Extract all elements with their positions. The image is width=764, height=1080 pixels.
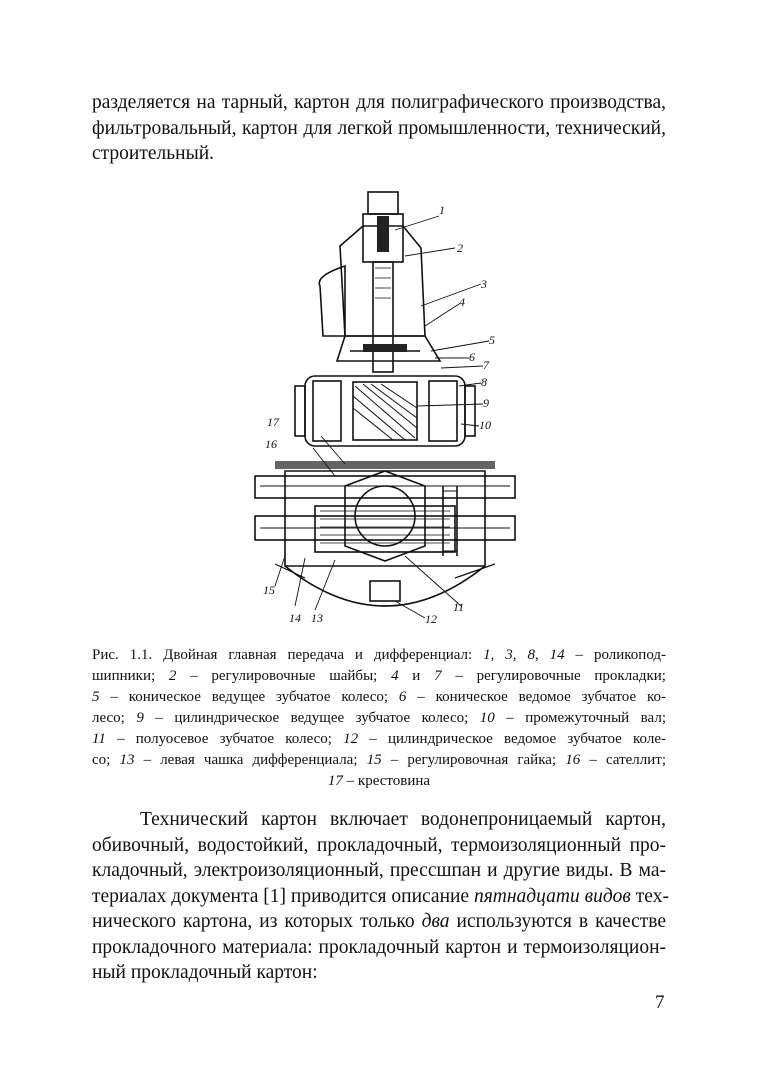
caption-line: 5 – коническое ведущее зубчатое колесо; 6 – коническое ведомое зубчатое ко- (92, 689, 666, 705)
italic-text: 10 (479, 710, 495, 726)
paragraph-top (92, 90, 666, 167)
italic-text: пятнадцати видов (473, 885, 631, 907)
caption-line: шипники; 2 – регулировочные шайбы; 4 и 7 – регулировочные прокладки; (92, 668, 666, 684)
figure-label-17: 17 (267, 415, 279, 429)
figure-label-9: 9 (483, 396, 489, 410)
caption-line: лесо; 9 – цилиндрическое ведущее зубчатое колесо; 10 – промежуточный вал; (92, 710, 666, 726)
paragraph-line: строительный. (92, 143, 214, 164)
figure-label-5: 5 (489, 333, 495, 347)
figure-label-1: 1 (439, 203, 445, 217)
figure-caption (92, 645, 666, 792)
italic-text: 12 (343, 731, 359, 747)
differential-drawing (245, 186, 525, 638)
italic-text: 7 (434, 668, 442, 684)
paragraph-line: нического картона, из которых только два используются в качестве (92, 911, 667, 932)
caption-line: 17 – крестовина (327, 773, 431, 789)
figure-label-7: 7 (483, 358, 489, 372)
italic-text: 2 (168, 668, 177, 684)
paragraph-line: кладочный, электроизоляционный, прессшпан и другие виды. В ма- (92, 860, 666, 881)
paragraph-line: прокладочного материала: прокладочный картон и термоизоляцион- (92, 936, 666, 958)
italic-text: 6 (398, 689, 407, 705)
italic-text: 4 (391, 668, 399, 684)
figure-label-2: 2 (457, 241, 463, 255)
figure-label-6: 6 (469, 350, 475, 364)
italic-text: 13 (119, 752, 135, 768)
paragraph-line: обивочный, водостойкий, прокладочный, термоизоляционный про- (92, 834, 666, 856)
paragraph-line: разделяется на тарный, картон для полиграфического производства, (92, 92, 666, 113)
caption-line: 11 – полуосевое зубчатое колесо; 12 – цилиндрическое ведомое зубчатое коле- (92, 731, 666, 747)
paragraph-line: фильтровальный, картон для легкой промышленности, технический, (92, 117, 666, 139)
figure-label-13: 13 (311, 611, 323, 625)
caption-line: со; 13 – левая чашка дифференциала; 15 – регулировочная гайка; 16 – сателлит; (92, 752, 667, 768)
paragraph-bottom (92, 807, 669, 986)
figure-label-3: 3 (481, 277, 487, 291)
italic-text: 5 (92, 689, 100, 705)
italic-text: 9 (136, 710, 144, 726)
caption-line: Рис. 1.1. Двойная главная передача и дифференциал: 1, 3, 8, 14 – роликопод- (92, 647, 667, 663)
paragraph-line: Технический картон включает водонепроницаемый картон, (140, 809, 666, 830)
italic-text: 1 (483, 647, 491, 663)
paragraph-line: териалах документа [1] приводится описание пятнадцати видов тех- (92, 885, 669, 907)
italic-text: 17 (327, 773, 343, 789)
italic-text: 14 (549, 647, 565, 663)
italic-text: 15 (366, 752, 382, 768)
paragraph-line: ный прокладочный картон: (92, 962, 318, 983)
figure-label-12: 12 (425, 612, 437, 626)
italic-text: 16 (565, 752, 581, 768)
figure-label-14: 14 (289, 611, 301, 625)
italic-text: 3 (505, 647, 513, 663)
figure-label-15: 15 (263, 583, 275, 597)
figure-label-16: 16 (265, 437, 277, 451)
figure-label-4: 4 (459, 295, 465, 309)
page-number: 7 (655, 992, 665, 1013)
figure-label-11: 11 (453, 600, 465, 614)
figure-label-10: 10 (479, 418, 491, 432)
italic-text: 8 (527, 647, 535, 663)
italic-text: два (421, 911, 450, 932)
italic-text: 11 (92, 731, 106, 747)
figure-label-8: 8 (481, 375, 487, 389)
